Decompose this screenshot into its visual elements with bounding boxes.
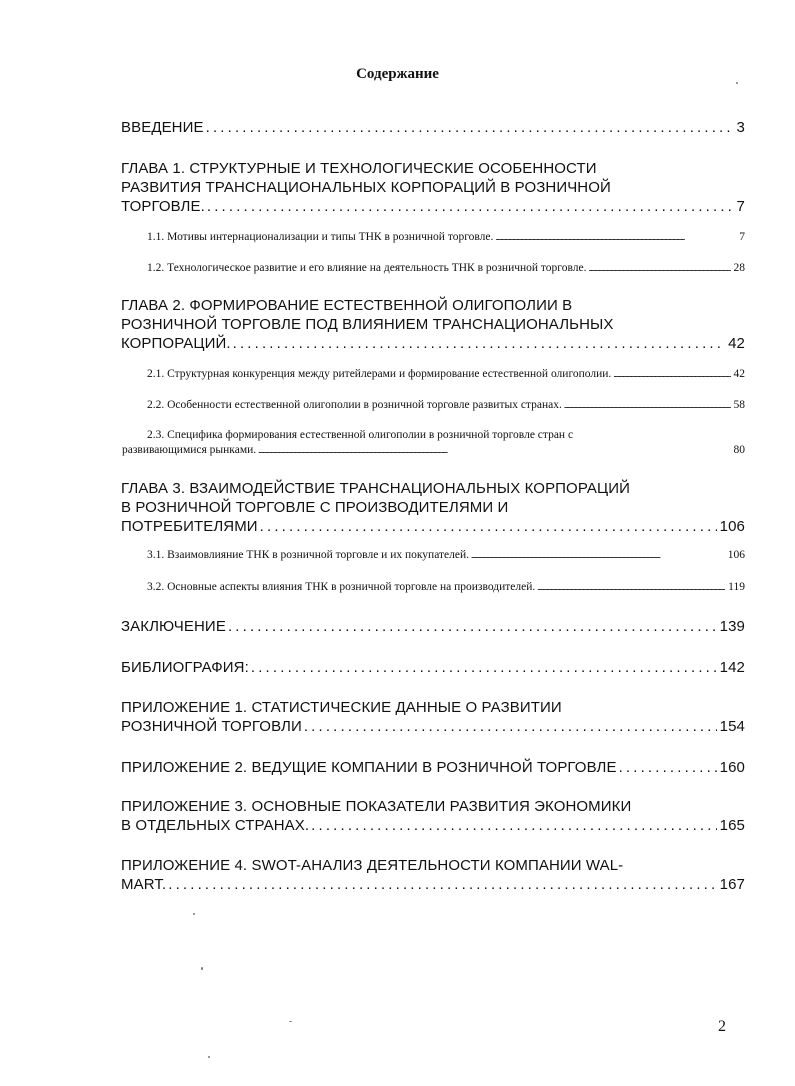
toc-entry-text: ГЛАВА 1. СТРУКТУРНЫЕ И ТЕХНОЛОГИЧЕСКИЕ ОСОБЕННОСТИ: [121, 160, 597, 177]
toc-entry-line: [147, 398, 745, 413]
dot-leader: [228, 617, 717, 636]
toc-entry-text: КОРПОРАЦИЙ.: [121, 335, 231, 352]
toc-entry-line: [121, 178, 745, 197]
dot-leader: [207, 197, 734, 216]
dot-leader: [206, 118, 734, 137]
toc-entry-line: [121, 479, 745, 498]
toc-entry-line: [121, 875, 745, 894]
toc-entry-section-1-2[interactable]: [147, 261, 745, 276]
toc-entry-section-3-1[interactable]: [147, 548, 745, 563]
toc-entry-line: [121, 296, 745, 315]
toc-page-number: 154: [719, 718, 745, 735]
toc-entry-text: 1.2. Технологическое развитие и его влияние на деятельность ТНК в розничной торговле.: [147, 262, 587, 274]
dot-leader: [251, 658, 717, 677]
toc-entry-bibliography[interactable]: [121, 658, 745, 677]
toc-page-number: 42: [733, 368, 745, 380]
toc-entry-text: ВВЕДЕНИЕ: [121, 119, 204, 136]
scan-speck: [736, 82, 738, 84]
dot-leader: [619, 758, 717, 777]
toc-page-number: 28: [733, 262, 745, 274]
toc-entry-text: ГЛАВА 3. ВЗАИМОДЕЙСТВИЕ ТРАНСНАЦИОНАЛЬНЫХ КОРПОРАЦИЙ: [121, 480, 630, 497]
toc-entry-line: [121, 816, 745, 835]
dot-leader: [564, 398, 731, 413]
toc-page-number: 119: [728, 581, 745, 593]
toc-title: Содержание: [356, 66, 439, 82]
toc-entry-text: В РОЗНИЧНОЙ ТОРГОВЛЕ С ПРОИЗВОДИТЕЛЯМИ И: [121, 499, 509, 516]
scan-speck: [289, 1021, 292, 1022]
dot-leader: [258, 443, 730, 458]
toc-entry-line: [121, 517, 745, 536]
toc-entry-text: РАЗВИТИЯ ТРАНСНАЦИОНАЛЬНЫХ КОРПОРАЦИЙ В РОЗНИЧНОЙ: [121, 179, 611, 196]
scan-speck: [201, 967, 203, 970]
toc-entry-line: [122, 428, 745, 443]
toc-entry-line: [121, 856, 745, 875]
toc-entry-text: ПРИЛОЖЕНИЕ 2. ВЕДУЩИЕ КОМПАНИИ В РОЗНИЧНОЙ ТОРГОВЛЕ: [121, 759, 617, 776]
scan-speck: [208, 1056, 210, 1058]
toc-entry-line: [147, 548, 745, 563]
toc-page-number: 42: [728, 335, 745, 352]
toc-entry-text: 3.2. Основные аспекты влияния ТНК в розничной торговле на производителей.: [147, 581, 536, 593]
toc-entry-chapter-3[interactable]: [121, 479, 745, 536]
toc-entry-section-2-3[interactable]: [122, 428, 745, 458]
toc-entry-text: 2.1. Структурная конкуренция между ритейлерами и формирование естественной олигополии.: [147, 368, 612, 380]
toc-entry-text: В ОТДЕЛЬНЫХ СТРАНАХ.: [121, 817, 310, 834]
toc-page-number: 7: [736, 198, 745, 215]
dot-leader: [495, 230, 736, 245]
toc-entry-line: [121, 717, 745, 736]
toc-entry-line: [121, 797, 745, 816]
toc-entry-text: ПРИЛОЖЕНИЕ 3. ОСНОВНЫЕ ПОКАЗАТЕЛИ РАЗВИТИЯ ЭКОНОМИКИ: [121, 798, 632, 815]
dot-leader: [233, 334, 725, 353]
toc-entry-appendix-3[interactable]: [121, 797, 745, 835]
toc-entry-text: РОЗНИЧНОЙ ТОРГОВЛИ: [121, 718, 302, 735]
toc-page-number: 142: [719, 659, 745, 676]
toc-entry-text: MART.: [121, 876, 167, 893]
toc-entry-appendix-1[interactable]: [121, 698, 745, 736]
toc-entry-appendix-4[interactable]: [121, 856, 745, 894]
dot-leader: [471, 548, 725, 563]
dot-leader: [537, 580, 725, 595]
toc-entry-line: [122, 443, 745, 458]
toc-page-number: 160: [719, 759, 745, 776]
toc-page-number: 58: [733, 399, 745, 411]
toc-entry-line: [147, 367, 745, 382]
toc-entry-line: [121, 159, 745, 178]
toc-entry-line: [147, 580, 745, 595]
toc-page-number: 80: [733, 444, 745, 456]
toc-entry-text: БИБЛИОГРАФИЯ:: [121, 659, 249, 676]
toc-entry-line: [121, 118, 745, 137]
toc-entry-text: ГЛАВА 2. ФОРМИРОВАНИЕ ЕСТЕСТВЕННОЙ ОЛИГОПОЛИИ В: [121, 297, 573, 314]
toc-entry-section-1-1[interactable]: [147, 230, 745, 245]
toc-entry-line: [121, 617, 745, 636]
dot-leader: [304, 717, 717, 736]
toc-entry-chapter-1[interactable]: [121, 159, 745, 216]
dot-leader: [260, 517, 717, 536]
toc-entry-conclusion[interactable]: [121, 617, 745, 636]
toc-entry-line: [121, 758, 745, 777]
scan-speck: [193, 913, 195, 915]
toc-entry-line: [121, 698, 745, 717]
toc-entry-text: ПРИЛОЖЕНИЕ 1. СТАТИСТИЧЕСКИЕ ДАННЫЕ О РАЗВИТИИ: [121, 699, 562, 716]
toc-entry-text: 3.1. Взаимовлияние ТНК в розничной торговле и их покупателей.: [147, 549, 470, 561]
toc-page-number: 106: [727, 549, 745, 561]
toc-entry-line: [121, 658, 745, 677]
toc-entry-section-3-2[interactable]: [147, 580, 745, 595]
toc-entry-section-2-1[interactable]: [147, 367, 745, 382]
toc-entry-text: ЗАКЛЮЧЕНИЕ: [121, 618, 226, 635]
toc-page-number: 3: [736, 119, 745, 136]
toc-entry-text: ПОТРЕБИТЕЛЯМИ: [121, 518, 258, 535]
toc-entry-text: ТОРГОВЛЕ.: [121, 198, 205, 215]
toc-page-number: 106: [719, 518, 745, 535]
toc-entry-line: [147, 261, 745, 276]
toc-entry-line: [121, 498, 745, 517]
toc-entry-text: ПРИЛОЖЕНИЕ 4. SWOT-АНАЛИЗ ДЕЯТЕЛЬНОСТИ КОМПАНИИ WAL-: [121, 857, 624, 874]
toc-entry-chapter-2[interactable]: [121, 296, 745, 353]
toc-entry-line: [121, 315, 745, 334]
toc-page-number: 167: [719, 876, 745, 893]
toc-page-number: 165: [719, 817, 745, 834]
toc-entry-text: РОЗНИЧНОЙ ТОРГОВЛЕ ПОД ВЛИЯНИЕМ ТРАНСНАЦИОНАЛЬНЫХ: [121, 316, 614, 333]
toc-entry-appendix-2[interactable]: [121, 758, 745, 777]
toc-page-number: 7: [739, 231, 745, 243]
toc-entry-line: [147, 230, 745, 245]
dot-leader: [311, 816, 717, 835]
toc-entry-line: [121, 197, 745, 216]
toc-entry-introduction[interactable]: [121, 118, 745, 137]
toc-entry-line: [121, 334, 745, 353]
page-number: 2: [718, 1018, 726, 1035]
dot-leader: [613, 367, 730, 382]
toc-entry-text: развивающимися рынками.: [122, 444, 257, 456]
toc-entry-text: 1.1. Мотивы интернационализации и типы ТНК в розничной торговле.: [147, 231, 494, 243]
toc-page-number: 139: [719, 618, 745, 635]
toc-entry-text: 2.2. Особенности естественной олигополии в розничной торговле развитых странах.: [147, 399, 562, 411]
dot-leader: [589, 261, 731, 276]
toc-entry-section-2-2[interactable]: [147, 398, 745, 413]
dot-leader: [168, 875, 716, 894]
toc-entry-text: 2.3. Специфика формирования естественной олигополии в розничной торговле стран с: [147, 429, 574, 441]
